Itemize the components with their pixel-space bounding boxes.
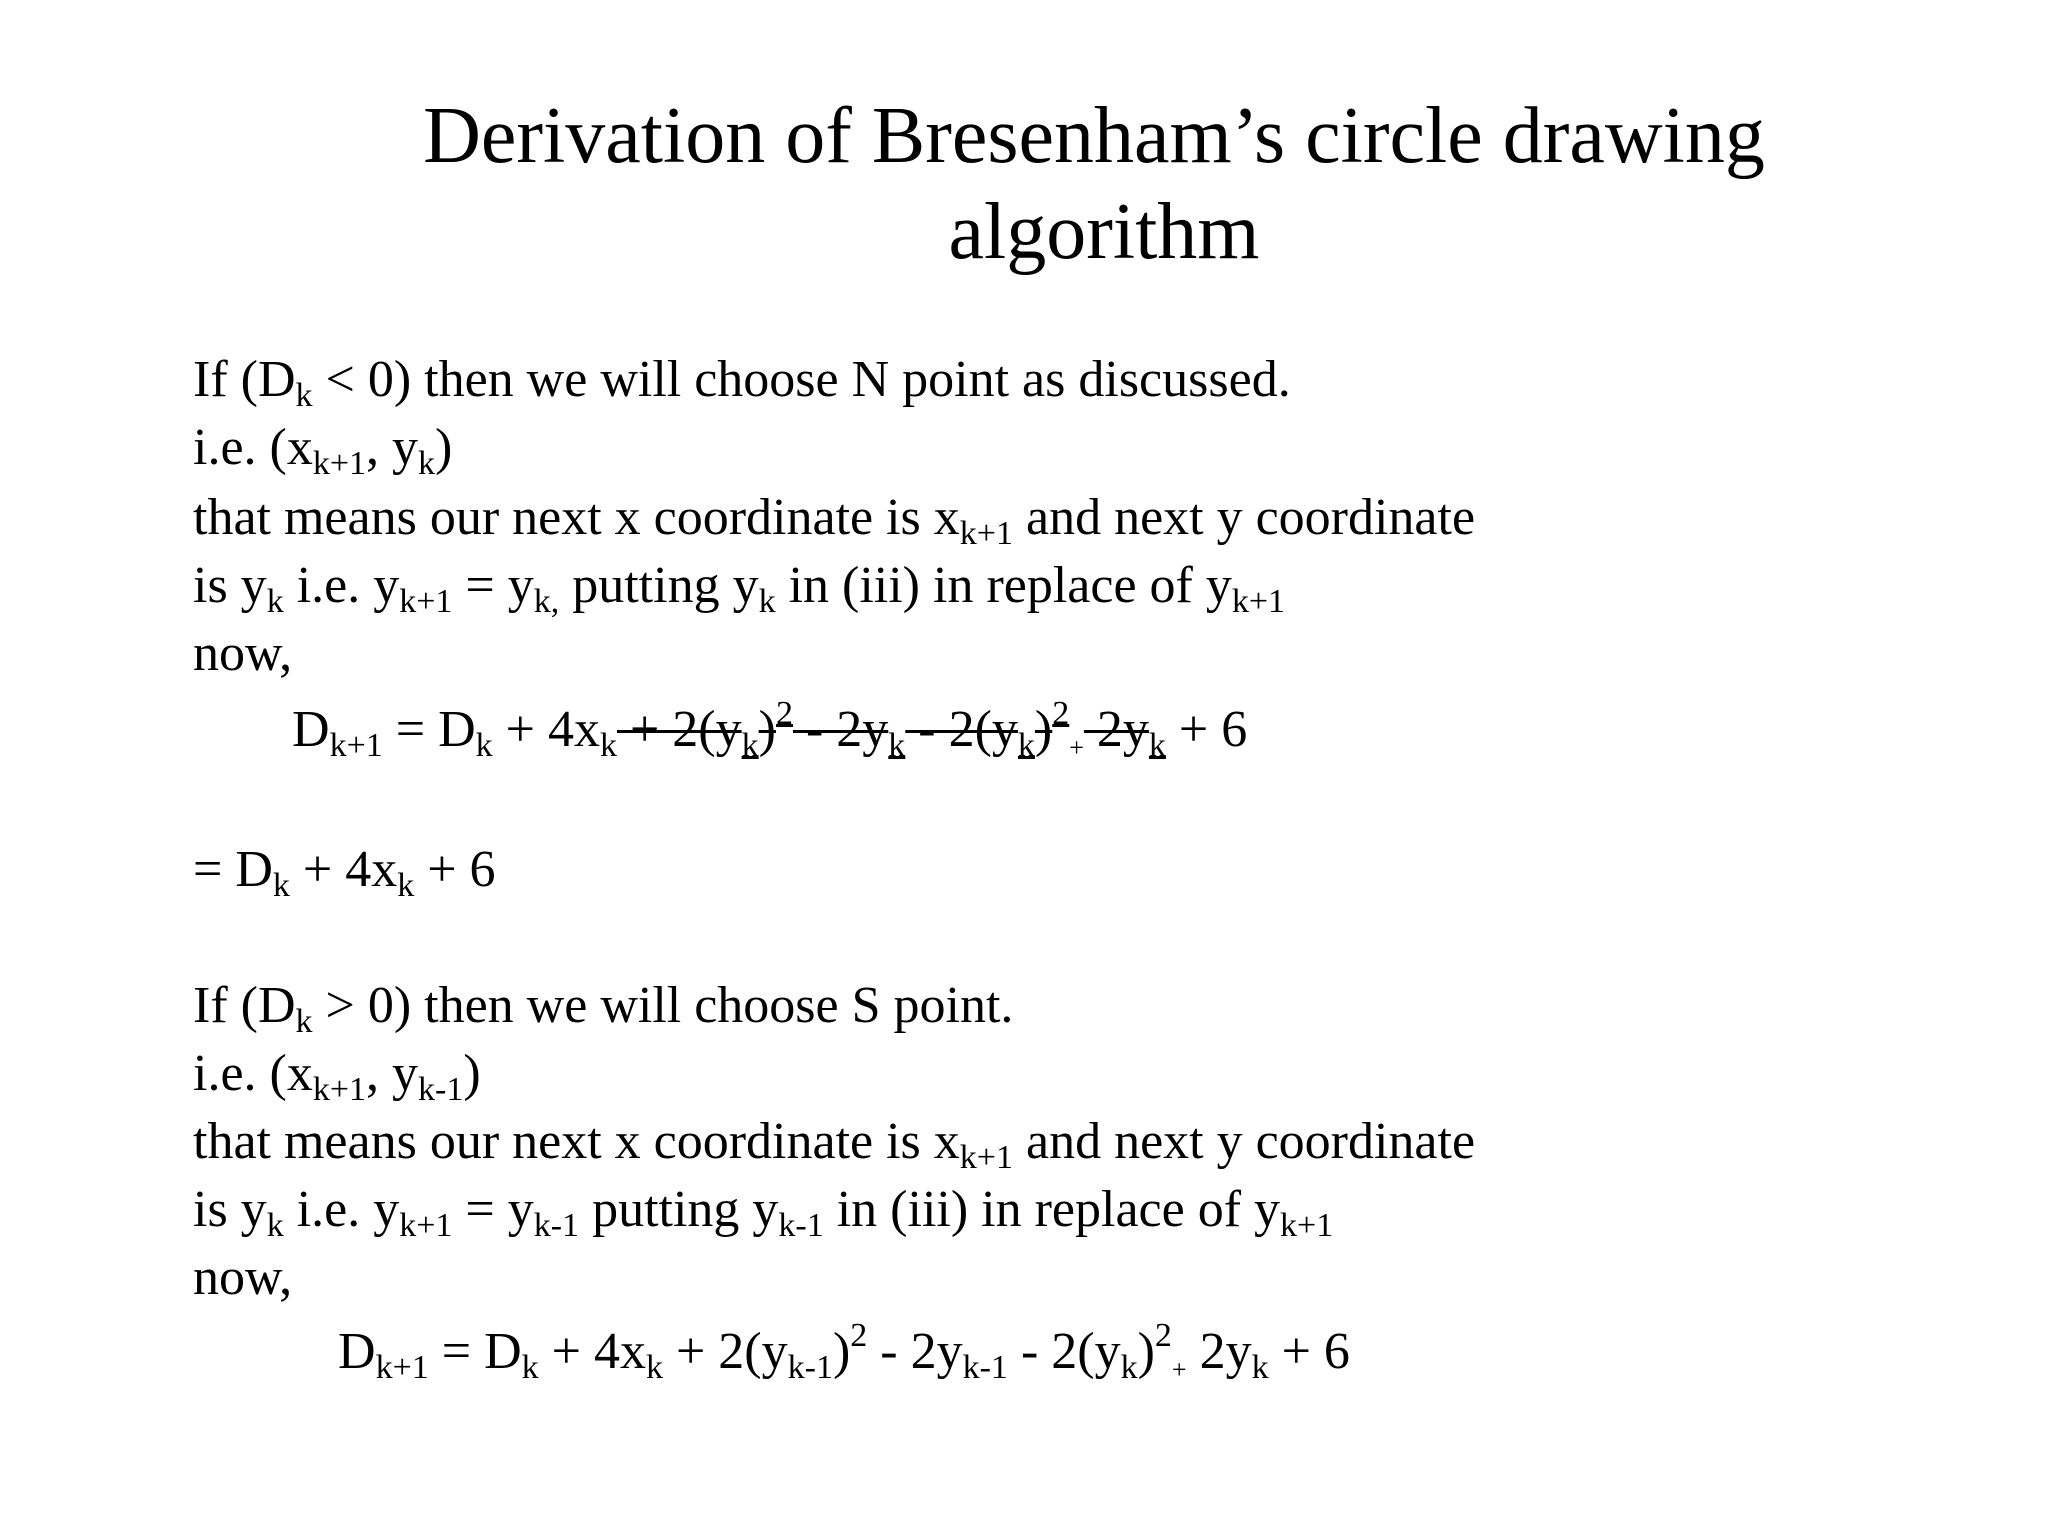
case-n-now: now, — [193, 625, 293, 682]
case-s-meaning-b: is $y_k$ i.e. $y_{k+1} = y_{k-1}$ putting $y_{k-1}$ in (iii) in replace of $y_{k+1}$ — [193, 1181, 1334, 1244]
cancelled-term-1: + $2(y_k)^2 - 2y_k$ — [616, 695, 906, 764]
slide-title — [0, 88, 2048, 280]
case-n-condition: If $(D_k < 0)$ then we will choose N point as discussed. — [193, 351, 1291, 414]
case-s-point: i.e. ($x_{k+1}$, $y_{k-1}$) — [193, 1045, 481, 1108]
case-s-condition: If $(D_k > 0)$ then we will choose S point. — [193, 977, 1014, 1040]
case-n-meaning-a: that means our next x coordinate is $x_{k+1}$ and next y coordinate — [193, 489, 1476, 552]
title-line-2: algorithm — [948, 188, 1260, 276]
cancelled-term-2: - $2(y_k)^2$ — [905, 695, 1070, 764]
cancelled-term-3: $2y_k$ — [1083, 701, 1166, 764]
case-n-meaning-b: is $y_k$ i.e. $y_{k+1} = y_{k,}$ putting $y_k$ in (iii) in replace of $y_{k+1}$ — [193, 557, 1286, 620]
title-line-1: Derivation of Bresenham’s circle drawing — [423, 92, 1765, 180]
case-s-now: now, — [193, 1249, 293, 1306]
case-n-equation: $D_{k+1} = D_k + 4x_k + 2(y_k)^2 - 2y_k - 2(y_k)^2+ 2y_k + 6$ — [292, 695, 1248, 764]
case-n-point: i.e. ($x_{k+1}$, $y_k$) — [193, 419, 453, 482]
case-s-meaning-a: that means our next x coordinate is $x_{k+1}$ and next y coordinate — [193, 1113, 1476, 1176]
case-s-equation: $D_{k+1} = D_k + 4x_k + 2(y_{k-1})^2 - 2y_{k-1} - 2(y_k)^2+ 2y_k + 6$ — [338, 1317, 1350, 1386]
case-n-result: = $D_k + 4x_k + 6$ — [193, 841, 496, 904]
